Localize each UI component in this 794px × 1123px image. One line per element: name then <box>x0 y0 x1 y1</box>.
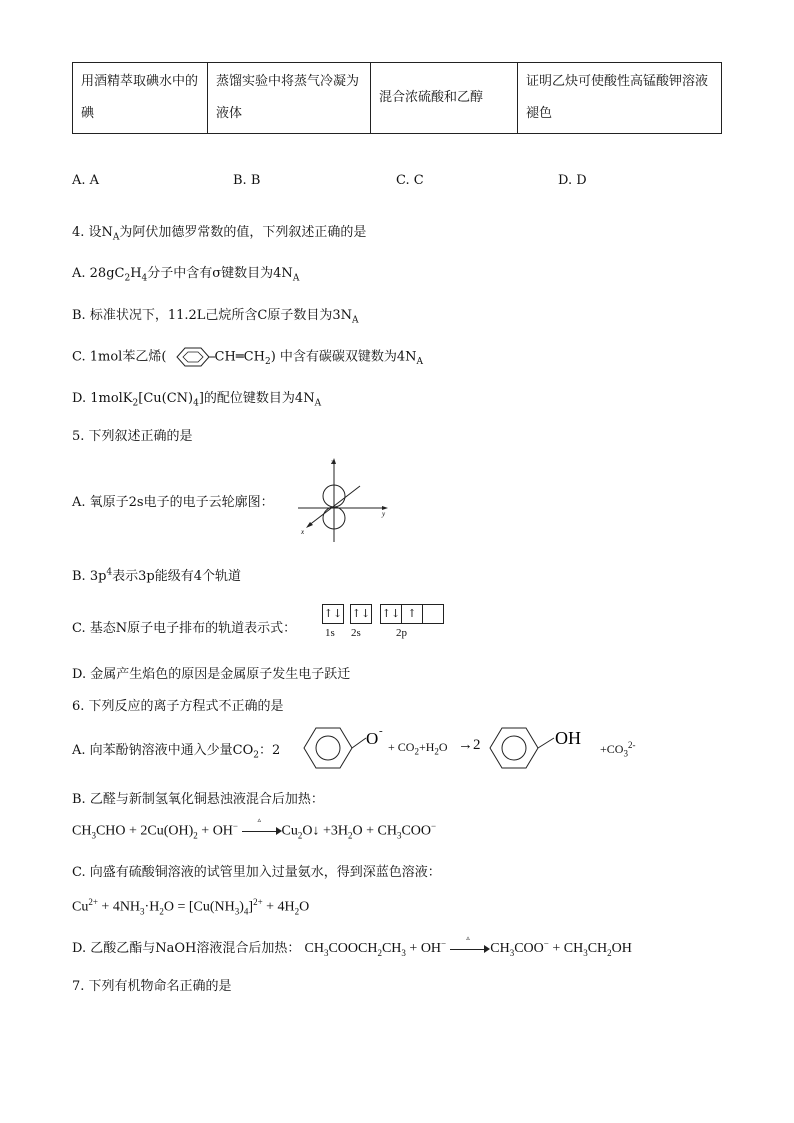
table-cell: 蒸馏实验中将蒸气冷凝为液体 <box>208 63 371 134</box>
orbital-label: 1s <box>325 627 335 639</box>
q4-option-b: B. 标准状况下，11.2L己烷所含C原子数目为$3N_A$ <box>72 308 359 326</box>
benzene-ring-icon <box>171 345 215 369</box>
q4-option-d: D. $1molK_2[Cu(CN)_4]$的配位键数目为$4N_A$ <box>72 391 322 409</box>
axis-x-label: x <box>301 528 305 536</box>
q6-stem: 6. 下列反应的离子方程式不正确的是 <box>72 699 284 714</box>
charge-label: - <box>379 725 383 737</box>
heat-arrow <box>450 933 490 956</box>
orbital-label: 2p <box>396 627 407 639</box>
q6-option-b: B. 乙醛与新制氢氧化铜悬浊液混合后加热： <box>72 792 324 807</box>
q3-option-b: B. B <box>233 173 261 188</box>
table-cell: 混合浓硫酸和乙醇 <box>371 63 518 134</box>
delta-label: ▵ <box>257 816 262 825</box>
q5-option-a: A. 氧原子2s电子的电子云轮廓图： <box>72 495 274 510</box>
phenoxide-structure <box>298 720 388 776</box>
heat-arrow <box>242 816 282 838</box>
q7-stem: 7. 下列有机物命名正确的是 <box>72 979 232 994</box>
q3-option-d: D. D <box>558 173 587 188</box>
q6-a-carbonate: $+CO_3^{2-}$ <box>600 740 636 759</box>
q6-a-arrow: →2 <box>458 737 481 753</box>
q4-stem: 4. 设$N_A$为阿伏加德罗常数的值，下列叙述正确的是 <box>72 225 367 243</box>
orbital-box: ↑↓ <box>350 604 372 624</box>
orbital-boxes <box>322 604 444 640</box>
q6-option-a: A. 向苯酚钠溶液中通入少量$CO_2$：2 <box>72 743 281 761</box>
options-table <box>72 62 722 134</box>
orbital-diagram <box>296 458 392 544</box>
table-cell: 用酒精萃取碘水中的碘 <box>73 63 208 134</box>
phenol-structure <box>484 720 594 776</box>
q5-option-d: D. 金属产生焰色的原因是金属原子发生电子跃迁 <box>72 667 351 682</box>
q5-option-c: C. 基态N原子电子排布的轨道表示式： <box>72 621 297 636</box>
q6-c-equation: $Cu^{2+} + 4NH_3\cdot H_2O = [Cu(NH_3)_4]^{2+} + 4H_2O$ <box>72 897 310 917</box>
delta-label: ▵ <box>466 933 470 942</box>
q6-option-d: D. 乙酸乙酯与NaOH溶液混合后加热： $CH_3COOCH_2CH_3 + OH^-$ ▵ $CH_3COO^- + CH_3CH_2OH$ <box>72 933 632 958</box>
axis-y-label: y <box>382 510 386 518</box>
axis-z-label: z <box>331 458 334 466</box>
orbital-box: ↑ <box>402 604 423 624</box>
q6-a-reagents: + $CO_2+H_2O$ <box>388 740 448 757</box>
orbital-box <box>423 604 444 624</box>
q5-option-b: B. $3p^4$表示3p能级有4个轨道 <box>72 567 242 584</box>
q6-b-equation: $CH_3CHO + 2Cu(OH)_2 + OH^-$ ▵ $Cu_2O↓ +3H_2O + CH_3COO^-$ <box>72 816 437 841</box>
table-cell: 证明乙炔可使酸性高锰酸钾溶液褪色 <box>518 63 722 134</box>
orbital-label: 2s <box>351 627 361 639</box>
hydroxyl-label: OH <box>555 728 581 748</box>
q3-option-a: A. A <box>72 173 100 188</box>
table-row <box>73 63 722 134</box>
q3-option-c: C. C <box>396 173 424 188</box>
q5-stem: 5. 下列叙述正确的是 <box>72 429 193 444</box>
orbital-box: ↑↓ <box>322 604 344 624</box>
q4-option-a: A. $28gC_2H_4$分子中含有σ键数目为$4N_A$ <box>72 266 300 284</box>
oxygen-label: O <box>366 729 379 748</box>
orbital-box: ↑↓ <box>380 604 402 624</box>
q6-option-c: C. 向盛有硫酸铜溶液的试管里加入过量氨水，得到深蓝色溶液： <box>72 865 441 880</box>
q4-option-c: C. 1mol苯乙烯( $CH═CH_2$) 中含有碳碳双键数为$4N_A$ <box>72 345 423 369</box>
